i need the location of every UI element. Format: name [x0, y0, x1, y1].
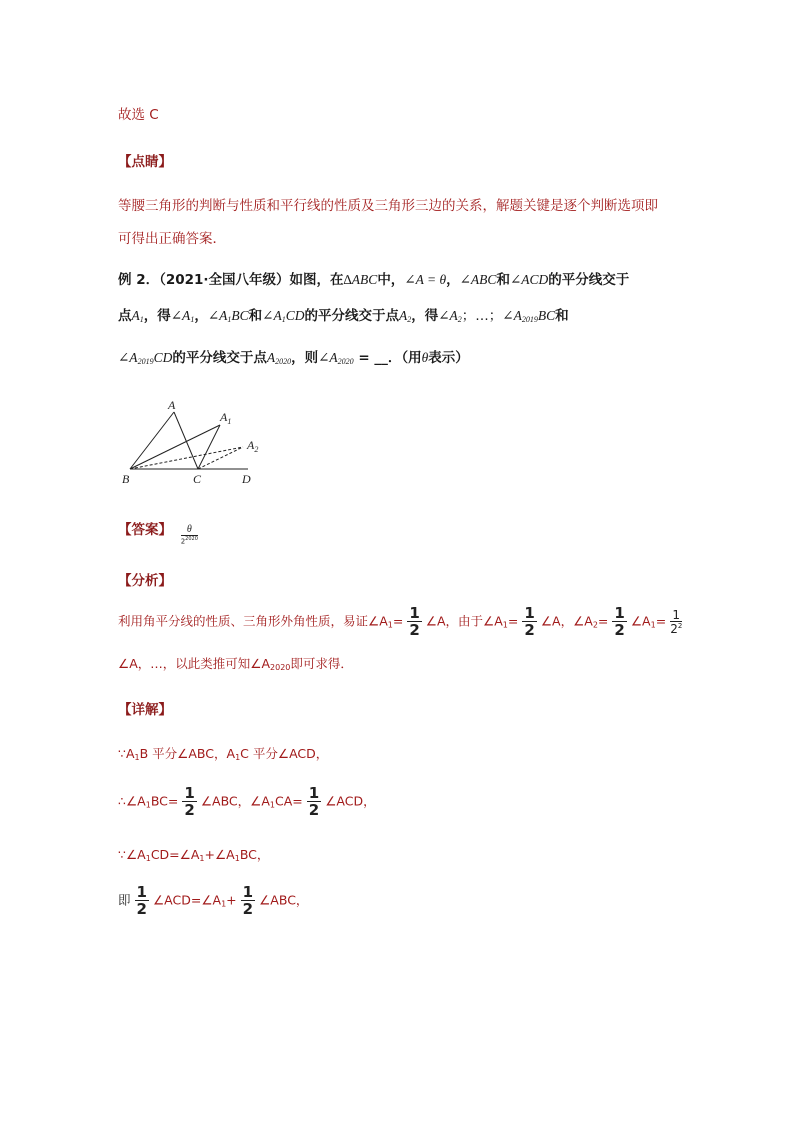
- segment-ac: [174, 412, 198, 469]
- example-text: 点: [118, 308, 132, 324]
- example-text: ，则: [291, 350, 319, 366]
- example-text: ，得: [143, 308, 171, 324]
- fraction-half: $\frac{1}{2}$: [136, 883, 147, 918]
- fraction-half: $\frac{1}{2}$: [614, 604, 625, 639]
- example-text: 和: [248, 308, 263, 324]
- detail-heading: 【详解】: [118, 702, 172, 718]
- example-line-1: [118, 268, 629, 288]
- fraction-half: $\frac{1}{2}$: [524, 604, 535, 639]
- angle-a2020: $\angle A_{2020}$: [318, 350, 354, 366]
- label-d: D: [242, 472, 251, 486]
- label-a: A: [168, 398, 176, 412]
- example-text: 表示）: [428, 350, 469, 366]
- label-a1: $A_1$: [220, 410, 232, 426]
- point-a2020: $A_{2020}$: [266, 350, 292, 366]
- point-a2: $A_2$: [398, 308, 412, 324]
- example-text: 如图，在: [289, 272, 344, 288]
- answer-row: [118, 518, 202, 545]
- dianjing-text-line-1: 等腰三角形的判断与性质和平行线的性质及三角形三边的关系，解题关键是逐个判断选项即: [118, 198, 658, 214]
- analysis-text: ∠A，…，以此类推可知∠A: [118, 656, 271, 671]
- example-text: 的平分线交于点: [304, 308, 399, 324]
- angle-acd: ∠ACD: [509, 272, 549, 287]
- example-text: 和: [555, 308, 569, 324]
- example-text: ，: [446, 272, 460, 288]
- fraction-half: $\frac{1}{2}$: [184, 784, 195, 819]
- point-a1: $A_1$: [131, 308, 144, 324]
- segment-ba2: [130, 447, 243, 469]
- angle-a-theta: ∠A = θ: [404, 272, 447, 287]
- example-text: ，得: [411, 308, 439, 324]
- example-text: = __．（用: [353, 350, 422, 366]
- segment-ba: [130, 412, 174, 469]
- dianjing-text-line-2: 可得出正确答案．: [118, 231, 226, 247]
- angle-a1bc: $\angle A_1BC$: [207, 308, 249, 324]
- label-c: C: [193, 472, 202, 486]
- segment-ca2: [198, 447, 243, 469]
- example-text: 的平分线交于: [548, 272, 630, 288]
- example-label: 例 2．: [118, 272, 160, 288]
- example-line-3: [118, 346, 469, 366]
- detail-line-3: $\because\angle A_1CD=\angle A_1+\angle A_1BC$，: [118, 847, 270, 863]
- label-b: B: [122, 472, 130, 486]
- example-text: ，: [194, 308, 208, 324]
- answer-label: 【答案】: [118, 522, 172, 538]
- angle-a2019bc: $\angle A_{2019}BC$: [502, 308, 556, 324]
- angle-a1cd: $\angle A_1CD$: [262, 308, 305, 324]
- theta-symbol: θ: [421, 350, 429, 365]
- analysis-text: 利用角平分线的性质、三角形外角性质，易证∠A: [118, 613, 388, 629]
- example-text: 的平分线交于点: [172, 350, 267, 366]
- geometry-figure: [118, 395, 278, 490]
- fraction-half: $\frac{1}{2}$: [242, 883, 254, 918]
- example-source: （2021·全国八年级）: [159, 272, 290, 288]
- segment-ba1: [130, 425, 220, 469]
- fraction-half: $\frac{1}{2}$: [409, 604, 420, 639]
- example-line-2: [118, 304, 569, 324]
- angle-a2019cd: $\angle A_{2019}CD$: [118, 350, 173, 366]
- fraction-one-over-two-squared: $\frac{1}{2^2}$: [670, 608, 683, 636]
- detail-line-4: 即 $\frac{1}{2}$ $\angle ACD=\angle A_1+$ $\frac{1}{2}$ ∠ABC，: [118, 883, 309, 918]
- detail-line-2: $\therefore\angle A_1BC=$ $\frac{1}{2}$ ∠ABC，$\angle A_1CA=$ $\frac{1}{2}$ ∠ACD，: [118, 784, 376, 819]
- analysis-line-2: ∠A，…，以此类推可知$\angle A_{2020}$即可求得．: [118, 656, 353, 672]
- angle-abc: ∠ABC: [459, 272, 497, 287]
- example-text: ；…；: [461, 308, 503, 324]
- segment-ca1: [198, 425, 220, 469]
- triangle-abc: ∆ABC: [343, 272, 378, 287]
- analysis-heading: 【分析】: [118, 573, 172, 589]
- fraction-half: $\frac{1}{2}$: [308, 784, 320, 819]
- section-dianjing-heading: 【点睛】: [118, 154, 172, 170]
- label-a2: $A_2$: [247, 438, 259, 454]
- example-text: 中，: [377, 272, 405, 288]
- angle-a2: $\angle A_2$: [438, 308, 462, 324]
- example-text: 和: [496, 272, 510, 288]
- analysis-line-1: 利用角平分线的性质、三角形外角性质，易证$\angle A_1=$ $\frac{1}{2}$ ∠A，由于$\angle A_1=$ $\frac{1}{2}$ ∠A，$\angle A_2=$ $\frac{1}{2}$ $\angle A_1=$ $\frac{1}{2^2}$: [118, 604, 683, 639]
- angle-a1: $\angle A_1$: [170, 308, 195, 324]
- conclusion-line: 故选 C: [118, 107, 159, 123]
- answer-fraction: $\frac{\theta}{2^{2020}}$: [180, 523, 198, 545]
- detail-line-1: $\because A_1B$ 平分∠ABC，$A_1C$ 平分∠ACD，: [118, 746, 329, 762]
